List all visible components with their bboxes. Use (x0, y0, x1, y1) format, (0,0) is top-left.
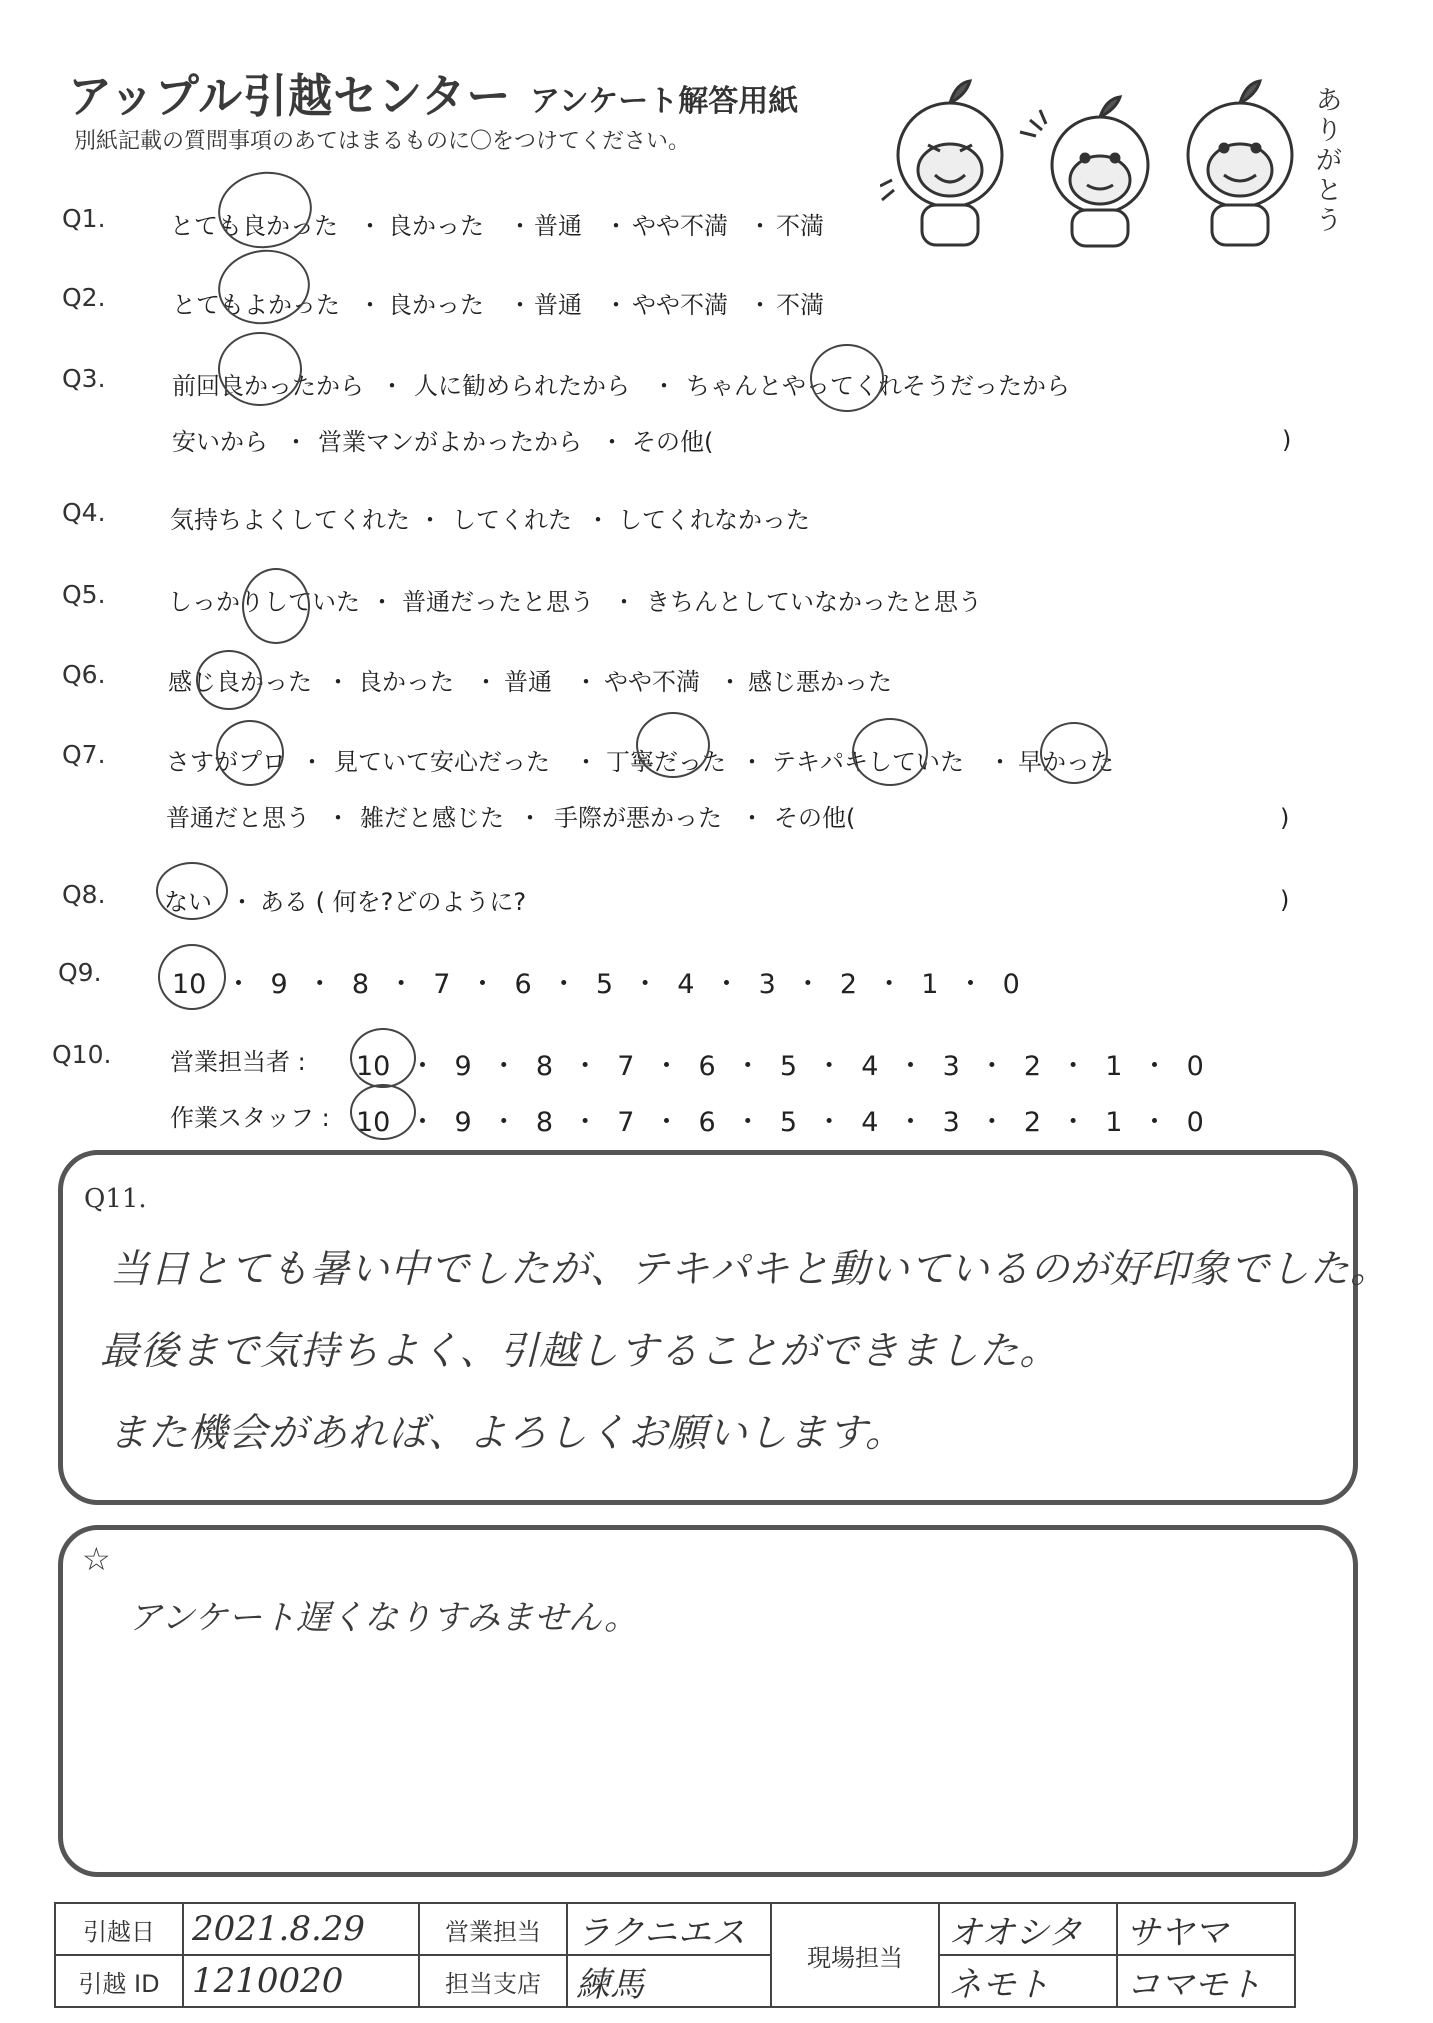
q5-option: しっかりしていた (168, 588, 360, 616)
q7-other: その他( (774, 804, 856, 832)
site-staff-value: ネモト (939, 1955, 1117, 2007)
q7-option: 普通だと思う (166, 804, 310, 832)
q6-label: Q6. (62, 660, 106, 689)
monkey-mascot-icon (880, 70, 1340, 250)
q7-option: テキパキしていた (772, 748, 964, 776)
q2-option: 普通 (534, 291, 582, 319)
q2-option: とてもよかった (172, 291, 340, 319)
q2-option: 不満 (776, 291, 824, 319)
answer-circle (158, 944, 226, 1010)
answer-circle (218, 332, 302, 406)
q8-label: Q8. (62, 880, 106, 909)
move-id-value: 1210020 (183, 1955, 419, 2007)
star-icon: ☆ (82, 1540, 111, 1578)
q6-option: 感じ悪かった (748, 668, 892, 696)
q6-option: 普通 (504, 668, 552, 696)
q2-option: 良かった (388, 291, 484, 319)
q10-label: Q10. (52, 1040, 112, 1069)
q11-comment-line: 最後まで気持ちよく、引越しすることができました。 (100, 1329, 1060, 1374)
thanks-text: ありがとう (1316, 86, 1343, 236)
sales-rep-value: ラクニエス (567, 1903, 771, 1955)
q11-label: Q11. (84, 1184, 147, 1214)
q5-option: 普通だったと思う (402, 588, 594, 616)
answer-circle (852, 718, 928, 786)
moving-info-table (54, 1902, 1296, 2008)
q5-label: Q5. (62, 580, 106, 609)
answer-circle (350, 1084, 416, 1140)
q9-label: Q9. (58, 958, 102, 987)
q7-label: Q7. (62, 740, 106, 769)
answer-circle (196, 650, 262, 710)
q3-option: 人に勧められたから (414, 372, 630, 400)
instruction-text: 別紙記載の質問事項のあてはまるものに〇をつけてください。 (74, 129, 691, 154)
answer-circle (156, 862, 228, 920)
q4-label: Q4. (62, 498, 106, 527)
q4-option: してくれた (452, 506, 572, 534)
q3-option: 前回良かったから (172, 372, 364, 400)
close-paren: ) (1280, 886, 1290, 914)
survey-title: アップル引越センター (68, 69, 512, 124)
move-id-label: 引越 ID (55, 1955, 183, 2007)
survey-subtitle: アンケート解答用紙 (530, 84, 799, 119)
site-staff-label: 現場担当 (771, 1903, 939, 2007)
answer-circle (636, 712, 710, 778)
q11-comment-line: また機会があれば、よろしくお願いします。 (108, 1411, 905, 1456)
close-paren: ) (1280, 804, 1290, 832)
site-staff-value: サヤマ (1117, 1903, 1295, 1955)
q1-label: Q1. (62, 204, 106, 233)
q4-option: 気持ちよくしてくれた (170, 506, 410, 534)
q1-option: やや不満 (632, 212, 728, 240)
sales-rep-label: 営業担当 (419, 1903, 567, 1955)
q7-option: 雑だと感じた (360, 804, 504, 832)
q2-option: やや不満 (632, 291, 728, 319)
q7-option: 手際が悪かった (554, 804, 722, 832)
q2-label: Q2. (62, 283, 106, 312)
q1-option: 不満 (776, 212, 824, 240)
extra-comment: アンケート遅くなりすみません。 (128, 1598, 638, 1638)
q8-option: ある ( 何を?どのように? (260, 888, 527, 916)
answer-circle (216, 720, 284, 786)
q10-staff-label: 作業スタッフ : (170, 1104, 330, 1132)
q1-option: とても良かった (170, 212, 338, 240)
site-staff-value: オオシタ (939, 1903, 1117, 1955)
q6-option: 感じ良かった (168, 668, 312, 696)
q3-option: 営業マンがよかったから (318, 428, 582, 456)
close-paren: ) (1282, 426, 1292, 454)
branch-label: 担当支店 (419, 1955, 567, 2007)
q1-option: 普通 (534, 212, 582, 240)
q8-option: ない (164, 888, 212, 916)
q6-option: 良かった (358, 668, 454, 696)
site-staff-value: コマモト (1117, 1955, 1295, 2007)
move-date-value: 2021.8.29 (183, 1903, 419, 1955)
q10-sales-label: 営業担当者 : (170, 1048, 306, 1076)
q7-option: 見ていて安心だった (334, 748, 550, 776)
q4-option: してくれなかった (618, 506, 810, 534)
q7-option: 丁寧だった (606, 748, 726, 776)
q3-other: その他( (632, 428, 714, 456)
answer-circle (242, 568, 310, 644)
q3-option: ちゃんとやってくれそうだったから (686, 372, 1070, 400)
q5-option: きちんとしていなかったと思う (646, 588, 982, 616)
q11-comment-line: 当日とても暑い中でしたが、テキパキと動いているのが好印象でした。 (110, 1247, 1391, 1292)
q7-option: さすがプロ (166, 748, 286, 776)
q10-staff-scale: 10 ・ 9 ・ 8 ・ 7 ・ 6 ・ 5 ・ 4 ・ 3 ・ 2 ・ 1 ・ 0 (356, 1107, 1204, 1138)
answer-circle (810, 344, 884, 412)
q3-label: Q3. (62, 364, 106, 393)
q1-option: 良かった (388, 212, 484, 240)
q6-option: やや不満 (604, 668, 700, 696)
extra-comment-box (58, 1525, 1358, 1877)
answer-circle (1040, 722, 1108, 784)
q10-sales-scale: 10 ・ 9 ・ 8 ・ 7 ・ 6 ・ 5 ・ 4 ・ 3 ・ 2 ・ 1 ・ 0 (356, 1051, 1204, 1082)
q3-option: 安いから (172, 428, 268, 456)
branch-value: 練馬 (567, 1955, 771, 2007)
q7-option: 早かった (1018, 748, 1114, 776)
q9-scale: 10 ・ 9 ・ 8 ・ 7 ・ 6 ・ 5 ・ 4 ・ 3 ・ 2 ・ 1 ・ 0 (172, 969, 1020, 1000)
answer-circle (350, 1028, 416, 1088)
move-date-label: 引越日 (55, 1903, 183, 1955)
